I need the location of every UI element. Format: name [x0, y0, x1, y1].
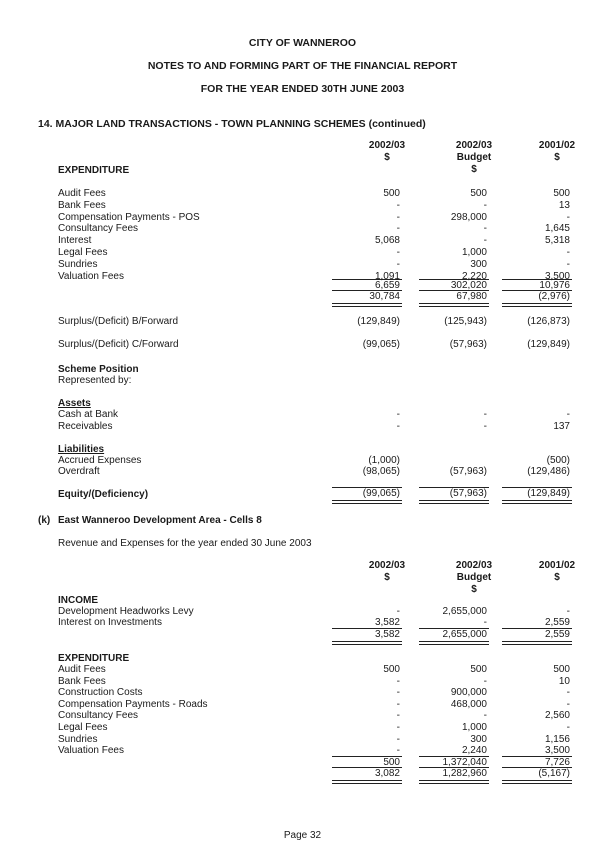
page-number: Page 32: [283, 830, 322, 841]
expenditure-row-value: 2,240: [461, 745, 487, 757]
asset-row-label: Cash at Bank: [58, 409, 119, 420]
expenditure-row-value: -: [483, 235, 487, 247]
expenditure-row-value: 13: [558, 199, 570, 211]
asset-row-value: -: [396, 409, 400, 420]
double-rule: [419, 303, 489, 307]
column-header-line2: $: [554, 152, 560, 163]
section-14-heading: [38, 118, 426, 130]
expenditure-row-value: 3,500: [544, 270, 570, 282]
section-k-marker: (k): [38, 515, 51, 526]
expenditure-row-value: -: [483, 199, 487, 211]
income-row-value: -: [566, 606, 570, 617]
expenditure-total-value: 6,659: [374, 279, 400, 291]
asset-row-value: 137: [553, 421, 570, 432]
column-header-line1: 2002/03: [455, 140, 493, 151]
income-total-value: 3,582: [374, 629, 400, 640]
surplus-bf-value: (125,943): [444, 316, 487, 327]
expenditure-row-label: Consultancy Fees: [58, 223, 139, 235]
surplus-bf-value: (129,849): [357, 316, 400, 327]
income-total-value: 2,559: [544, 629, 570, 640]
asset-row-value: -: [566, 409, 570, 420]
net-result-value: (5,167): [538, 768, 570, 779]
column-header-line1: 2001/02: [538, 140, 576, 151]
income-row-value: -: [483, 617, 487, 628]
column-header-line3: $: [471, 164, 477, 175]
expenditure-row-value: -: [396, 223, 400, 235]
assets-heading: Assets: [58, 398, 91, 409]
expenditure-row-value: -: [396, 687, 400, 699]
surplus-bf-label: Surplus/(Deficit) B/Forward: [58, 316, 179, 327]
column-header-line3: $: [471, 584, 477, 595]
expenditure-row-value: -: [396, 733, 400, 745]
expenditure-row-value: -: [566, 698, 570, 710]
net-result-value: 67,980: [456, 291, 487, 302]
expenditure-row-value: 500: [383, 664, 400, 675]
double-rule: [332, 500, 402, 504]
section-k-subtitle: Revenue and Expenses for the year ended 30 June 2003: [58, 538, 312, 549]
expenditure-total-value: 10,976: [539, 279, 570, 291]
section-14-title: MAJOR LAND TRANSACTIONS - TOWN PLANNING SCHEMES (continued): [55, 118, 426, 130]
column-header: [352, 140, 422, 164]
expenditure-row-value: 10: [558, 675, 570, 687]
expenditure-row-label: Consultancy Fees: [58, 710, 139, 722]
liabilities-heading: Liabilities: [58, 444, 105, 455]
equity-label: Equity/(Deficiency): [58, 489, 149, 500]
expenditure-row-value: 2,560: [544, 710, 570, 722]
expenditure-row-value: 300: [470, 258, 487, 270]
expenditure-row-value: 468,000: [450, 698, 487, 710]
income-row-value: 3,582: [374, 617, 400, 628]
surplus-bf-value: (126,873): [527, 316, 570, 327]
equity-value: (57,963): [449, 488, 487, 499]
expenditure-row-label: Construction Costs: [58, 687, 143, 699]
expenditure-row-value: -: [396, 199, 400, 211]
double-rule: [502, 641, 572, 645]
represented-by: Represented by:: [58, 375, 132, 386]
expenditure-row-value: -: [396, 710, 400, 722]
asset-row-value: -: [483, 421, 487, 432]
expenditure-total-value: 500: [383, 756, 400, 768]
expenditure-total-value: 302,020: [450, 279, 487, 291]
expenditure-row-value: 298,000: [450, 211, 487, 223]
scheme-position: Scheme Position: [58, 364, 139, 375]
expenditure-heading: EXPENDITURE: [58, 165, 130, 176]
expenditure-row-value: 500: [553, 188, 570, 199]
liability-row-value: (1,000): [368, 455, 400, 466]
expenditure-row-value: -: [396, 258, 400, 270]
equity-value: (99,065): [362, 488, 400, 499]
expenditure-row-value: 3,500: [544, 745, 570, 757]
double-rule: [419, 641, 489, 645]
expenditure-row-label: Compensation Payments - POS: [58, 211, 200, 223]
expenditure-row-label: Compensation Payments - Roads: [58, 698, 208, 710]
column-header: [522, 140, 592, 164]
liability-row-value: (500): [546, 455, 570, 466]
income-row-value: 2,655,000: [442, 606, 487, 617]
column-header-line2: $: [554, 572, 560, 583]
expenditure-row-value: 300: [470, 733, 487, 745]
expenditure-row-label: Bank Fees: [58, 199, 106, 211]
expenditure-row-value: -: [566, 687, 570, 699]
expenditure-row-value: -: [483, 710, 487, 722]
expenditure-row-label: Valuation Fees: [58, 270, 124, 282]
expenditure-row-value: 1,645: [544, 223, 570, 235]
report-subtitle: NOTES TO AND FORMING PART OF THE FINANCIAL REPORT: [147, 60, 458, 72]
net-result-value: (2,976): [538, 291, 570, 302]
expenditure-row-value: 2,220: [461, 270, 487, 282]
expenditure-row-value: -: [483, 675, 487, 687]
double-rule: [332, 303, 402, 307]
expenditure-row-label: Valuation Fees: [58, 745, 124, 757]
expenditure-row-value: -: [396, 211, 400, 223]
double-rule: [419, 780, 489, 784]
expenditure-row-value: -: [396, 675, 400, 687]
income-row-label: Interest on Investments: [58, 617, 162, 628]
column-header: [522, 560, 592, 584]
expenditure-row-label: Sundries: [58, 733, 98, 745]
expenditure-row-value: -: [396, 698, 400, 710]
expenditure-total-value: 1,372,040: [442, 756, 487, 768]
expenditure-row-value: 500: [383, 188, 400, 199]
income-heading: INCOME: [58, 595, 98, 606]
liability-row-value: (98,065): [362, 466, 400, 477]
section-14-number: 14.: [38, 118, 53, 130]
double-rule: [502, 780, 572, 784]
column-header-line1: 2001/02: [538, 560, 576, 571]
asset-row-value: -: [396, 421, 400, 432]
surplus-cf-value: (129,849): [527, 339, 570, 350]
double-rule: [502, 500, 572, 504]
expenditure-row-label: Sundries: [58, 258, 98, 270]
column-header: [352, 560, 422, 584]
double-rule: [332, 780, 402, 784]
expenditure-row-value: 500: [470, 664, 487, 675]
expenditure-total-value: 7,726: [544, 756, 570, 768]
expenditure-row-label: Audit Fees: [58, 664, 106, 675]
column-header-line2: $: [384, 152, 390, 163]
income-total-value: 2,655,000: [442, 629, 487, 640]
net-result-value: 3,082: [374, 768, 400, 779]
expenditure-row-value: -: [396, 745, 400, 757]
column-header-line2: $: [384, 572, 390, 583]
surplus-cf-label: Surplus/(Deficit) C/Forward: [58, 339, 179, 350]
double-rule: [419, 500, 489, 504]
income-row-value: -: [396, 606, 400, 617]
expenditure-row-label: Audit Fees: [58, 188, 106, 199]
surplus-cf-value: (57,963): [449, 339, 487, 350]
expenditure-row-value: -: [566, 211, 570, 223]
asset-row-label: Receivables: [58, 421, 113, 432]
liability-row-label: Overdraft: [58, 466, 100, 477]
asset-row-value: -: [483, 409, 487, 420]
column-header-line2: Budget: [456, 572, 492, 583]
expenditure-row-value: 1,156: [544, 733, 570, 745]
expenditure-row-value: -: [566, 258, 570, 270]
expenditure-row-label: Legal Fees: [58, 247, 108, 258]
net-result-value: 1,282,960: [442, 768, 487, 779]
column-header-line1: 2002/03: [455, 560, 493, 571]
expenditure-row-value: -: [566, 247, 570, 258]
liability-row-value: (129,486): [527, 466, 570, 477]
expenditure-row-value: -: [396, 247, 400, 258]
expenditure-row-value: 1,000: [461, 247, 487, 258]
column-header-line1: 2002/03: [368, 140, 406, 151]
expenditure-row-label: Legal Fees: [58, 722, 108, 733]
liability-row-value: (57,963): [449, 466, 487, 477]
expenditure-row-label: Interest: [58, 235, 92, 247]
expenditure-row-value: -: [483, 223, 487, 235]
expenditure-row-value: -: [396, 722, 400, 733]
column-header-line2: Budget: [456, 152, 492, 163]
expenditure-row-value: 5,068: [374, 235, 400, 247]
column-header: [439, 560, 509, 596]
expenditure-row-value: 1,000: [461, 722, 487, 733]
section-k-title: East Wanneroo Development Area - Cells 8: [58, 515, 262, 526]
expenditure-row-value: 1,091: [374, 270, 400, 282]
equity-value: (129,849): [527, 488, 570, 499]
expenditure-row-label: Bank Fees: [58, 675, 106, 687]
report-period: FOR THE YEAR ENDED 30TH JUNE 2003: [200, 83, 405, 95]
expenditure-row-value: 900,000: [450, 687, 487, 699]
column-header-line1: 2002/03: [368, 560, 406, 571]
expenditure-row-value: 500: [470, 188, 487, 199]
expenditure-row-value: 500: [553, 664, 570, 675]
expenditure-row-value: -: [566, 722, 570, 733]
org-name: CITY OF WANNEROO: [248, 37, 357, 49]
double-rule: [502, 303, 572, 307]
expenditure-row-value: 5,318: [544, 235, 570, 247]
double-rule: [332, 641, 402, 645]
surplus-cf-value: (99,065): [362, 339, 400, 350]
column-header: [439, 140, 509, 176]
net-result-value: 30,784: [369, 291, 400, 302]
liability-row-label: Accrued Expenses: [58, 455, 142, 466]
income-row-label: Development Headworks Levy: [58, 606, 194, 617]
expenditure-heading: EXPENDITURE: [58, 653, 130, 664]
income-row-value: 2,559: [544, 617, 570, 628]
